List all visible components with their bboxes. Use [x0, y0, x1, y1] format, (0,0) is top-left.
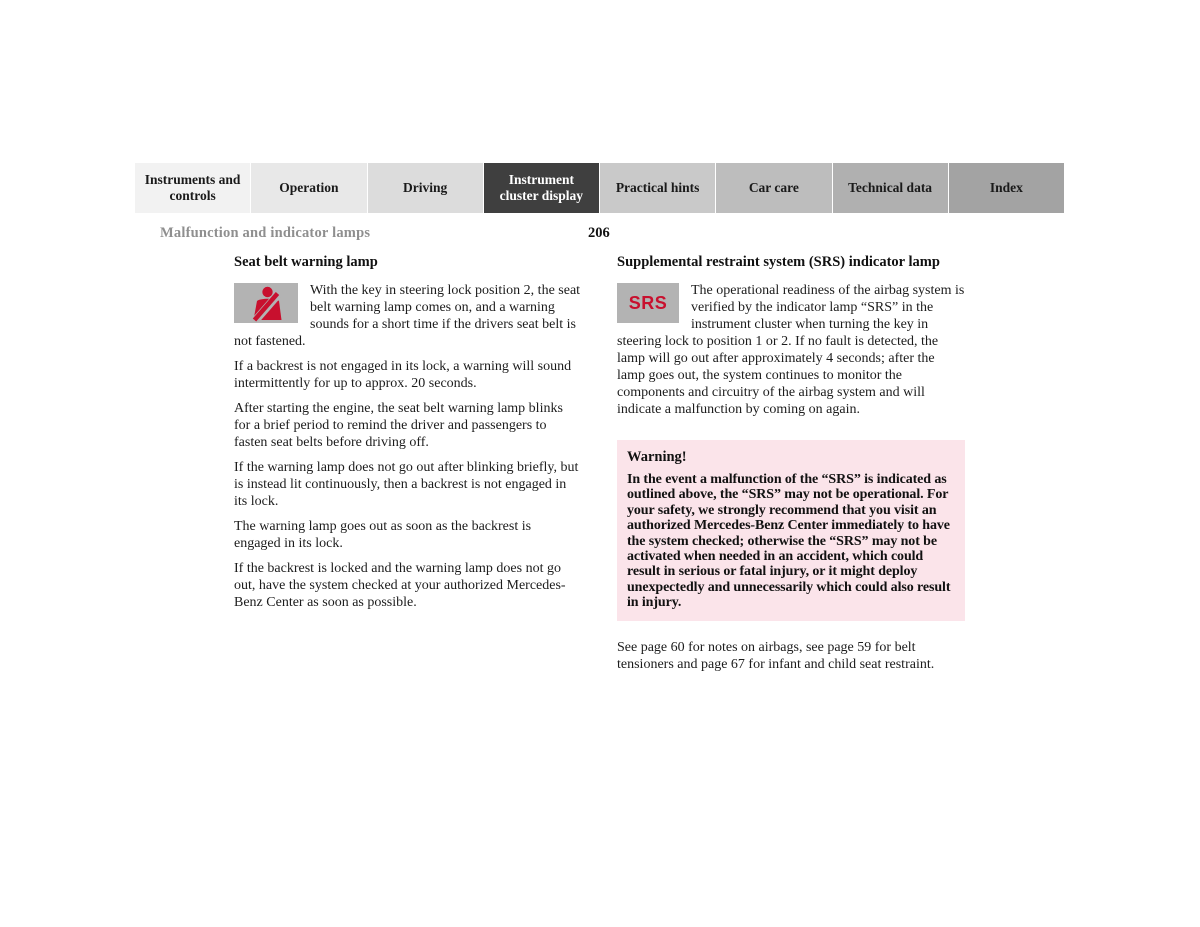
srs-icon-label: SRS: [628, 292, 668, 313]
chapter-tab-bar: [135, 163, 1064, 213]
paragraph: After starting the engine, the seat belt warning lamp blinks for a brief period to remind the driver and passengers to fasten seat belts before driving off.: [234, 401, 563, 450]
tab-technical-data[interactable]: [833, 163, 948, 213]
cross-reference-note: See page 60 for notes on airbags, see page 59 for belt tensioners and page 67 for infant and child seat restraint.: [617, 639, 935, 672]
paragraph: The warning lamp goes out as soon as the backrest is engaged in its lock.: [234, 519, 532, 551]
tab-label: Car care: [748, 180, 799, 195]
seat-belt-intro-paragraph: [234, 282, 581, 350]
tab-driving[interactable]: [368, 163, 483, 213]
tab-instruments-and-controls[interactable]: [135, 163, 250, 213]
tab-label: Practical hints: [615, 180, 700, 195]
tab-label: Index: [989, 180, 1023, 195]
seat-belt-warning-section: [234, 254, 581, 619]
paragraph: If a backrest is not engaged in its lock, a warning will sound intermittently for up to approx. 20 seconds.: [234, 359, 572, 391]
paragraph-text: The operational readiness of the airbag system is verified by the indicator lamp “SRS” in the instrument cluster when turning the key in steering lock to position 1 or 2. If no fault is detected, the lamp will go out after approximately 4 seconds; after the lamp goes out, the system continues to monitor the components and circuitry of the airbag system and will indicate a malfunction by coming on again.: [617, 283, 965, 417]
tab-label: Driving: [402, 180, 448, 195]
tab-label: Technical data: [848, 180, 933, 195]
warning-title: Warning!: [627, 449, 687, 465]
srs-indicator-lamp-icon: [617, 283, 679, 323]
tab-index[interactable]: [949, 163, 1064, 213]
tab-operation[interactable]: [251, 163, 366, 213]
tab-label: Operation: [279, 180, 339, 195]
warning-body: In the event a malfunction of the “SRS” is indicated as outlined above, the “SRS” may not be operational. For your safety, we strongly recommend that you visit an authorized Mercedes-Benz Center immediately to have the system checked; otherwise the “SRS” may not be activated when needed in an accident, which could result in serious or fatal injury, or it might deploy unexpectedly and unnecessarily which could also result in injury.: [627, 472, 951, 611]
tab-label: Instrument cluster display: [499, 172, 584, 203]
srs-indicator-section: [617, 254, 965, 681]
srs-intro-paragraph: [617, 282, 965, 418]
tab-instrument-cluster-display[interactable]: [484, 163, 599, 213]
tab-label: Instruments and controls: [144, 172, 241, 203]
paragraph: If the warning lamp does not go out after blinking briefly, but is instead lit continuously, then a backrest is not engaged in its lock.: [234, 460, 579, 509]
seat-belt-warning-lamp-icon: [234, 283, 298, 323]
warning-box: [617, 440, 965, 621]
section-title: Malfunction and indicator lamps: [160, 225, 371, 241]
paragraph-text: With the key in steering lock position 2, the seat belt warning lamp comes on, and a warning sounds for a short time if the drivers seat belt is not fastened.: [234, 283, 581, 349]
paragraph: If the backrest is locked and the warning lamp does not go out, have the system checked at your authorized Mercedes-Benz Center as soon as possible.: [234, 561, 566, 610]
tab-practical-hints[interactable]: [600, 163, 715, 213]
running-header: [160, 225, 1064, 243]
right-column-heading: Supplemental restraint system (SRS) indicator lamp: [617, 254, 940, 270]
left-column-heading: Seat belt warning lamp: [234, 254, 378, 270]
tab-car-care[interactable]: [716, 163, 831, 213]
page-number: 206: [588, 225, 610, 241]
